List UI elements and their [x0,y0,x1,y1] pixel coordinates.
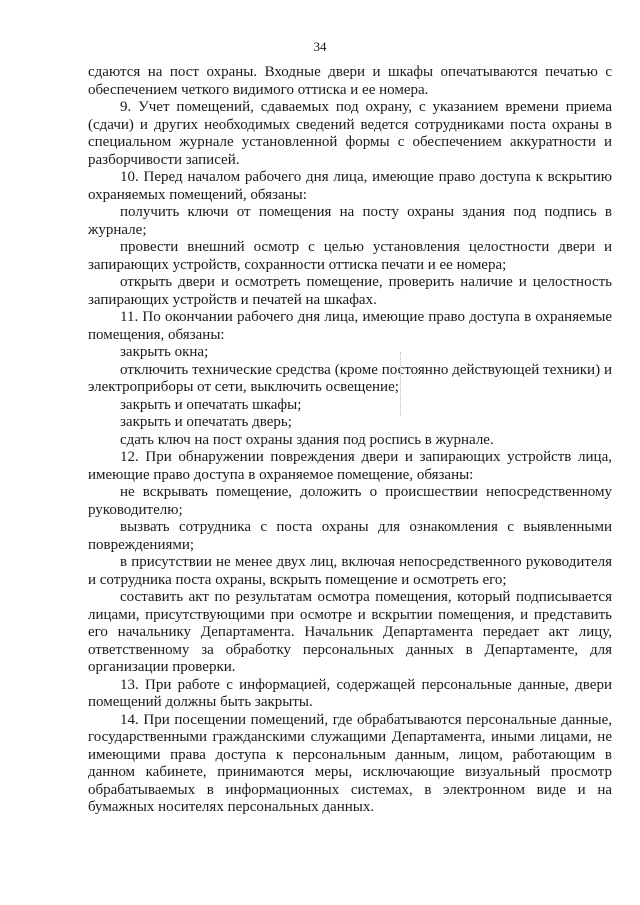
paragraph: 12. При обнаружении повреждения двери и запирающих устройств лица, имеющие право доступа в охраняемое помещение, обязаны: [88,449,612,483]
paragraph: открыть двери и осмотреть помещение, проверить наличие и целостность запирающих устройств и печатей на шкафах. [88,274,612,308]
paragraph: 10. Перед началом рабочего дня лица, имеющие право доступа к вскрытию охраняемых помещений, обязаны: [88,169,612,203]
paragraph: отключить технические средства (кроме постоянно действующей техники) и электроприборы от сети, выключить освещение; [88,361,612,395]
paragraph: 9. Учет помещений, сдаваемых под охрану, с указанием времени приема (сдачи) и других необходимых сведений ведется сотрудниками поста охраны в специальном журнале установленной формы с обеспечением аккуратности и разборчивости записей. [88,99,612,168]
paragraph: сдаются на пост охраны. Входные двери и шкафы опечатываются печатью с обеспечением четкого видимого оттиска и ее номера. [88,64,612,98]
paragraph: провести внешний осмотр с целью установления целостности двери и запирающих устройств, сохранности оттиска печати и ее номера; [88,239,612,273]
paragraph: сдать ключ на пост охраны здания под роспись в журнале. [120,431,494,448]
scan-artifact-mark [400,352,401,416]
paragraph: 14. При посещении помещений, где обрабатываются персональные данные, государственными гражданскими служащими Департамента, иными лицами, не имеющими права доступа к персональным данным, лицом, работающим в данном кабинете, принимаются меры, исключающие визуальный просмотр обрабатываемых в информационных системах, в электронном виде и на бумажных носителях персональных данных. [88,711,612,815]
paragraph: не вскрывать помещение, доложить о происшествии непосредственному руководителю; [88,484,612,518]
paragraph: закрыть окна; [120,344,209,360]
paragraph: в присутствии не менее двух лиц, включая непосредственного руководителя и сотрудника поста охраны, вскрыть помещение и осмотреть его; [88,554,612,588]
paragraph: закрыть и опечатать дверь; [120,414,292,430]
paragraph: 13. При работе с информацией, содержащей персональные данные, двери помещений должны быть закрыты. [88,676,612,710]
paragraph: вызвать сотрудника с поста охраны для ознакомления с выявленными повреждениями; [88,519,612,553]
paragraph: получить ключи от помещения на посту охраны здания под подпись в журнале; [88,204,612,238]
document-body [88,64,612,817]
paragraph: составить акт по результатам осмотра помещения, который подписывается лицами, присутствующими при осмотре и вскрытии помещения, и представить его начальнику Департамента. Начальник Департамента передает акт лицу, ответственному за обработку персональных данных в Департаменте, для организации проверки. [88,589,612,675]
paragraph: закрыть и опечатать шкафы; [120,396,302,413]
paragraph: 11. По окончании рабочего дня лица, имеющие право доступа в охраняемые помещения, обязаны: [88,309,612,343]
page-number: 34 [313,39,327,54]
